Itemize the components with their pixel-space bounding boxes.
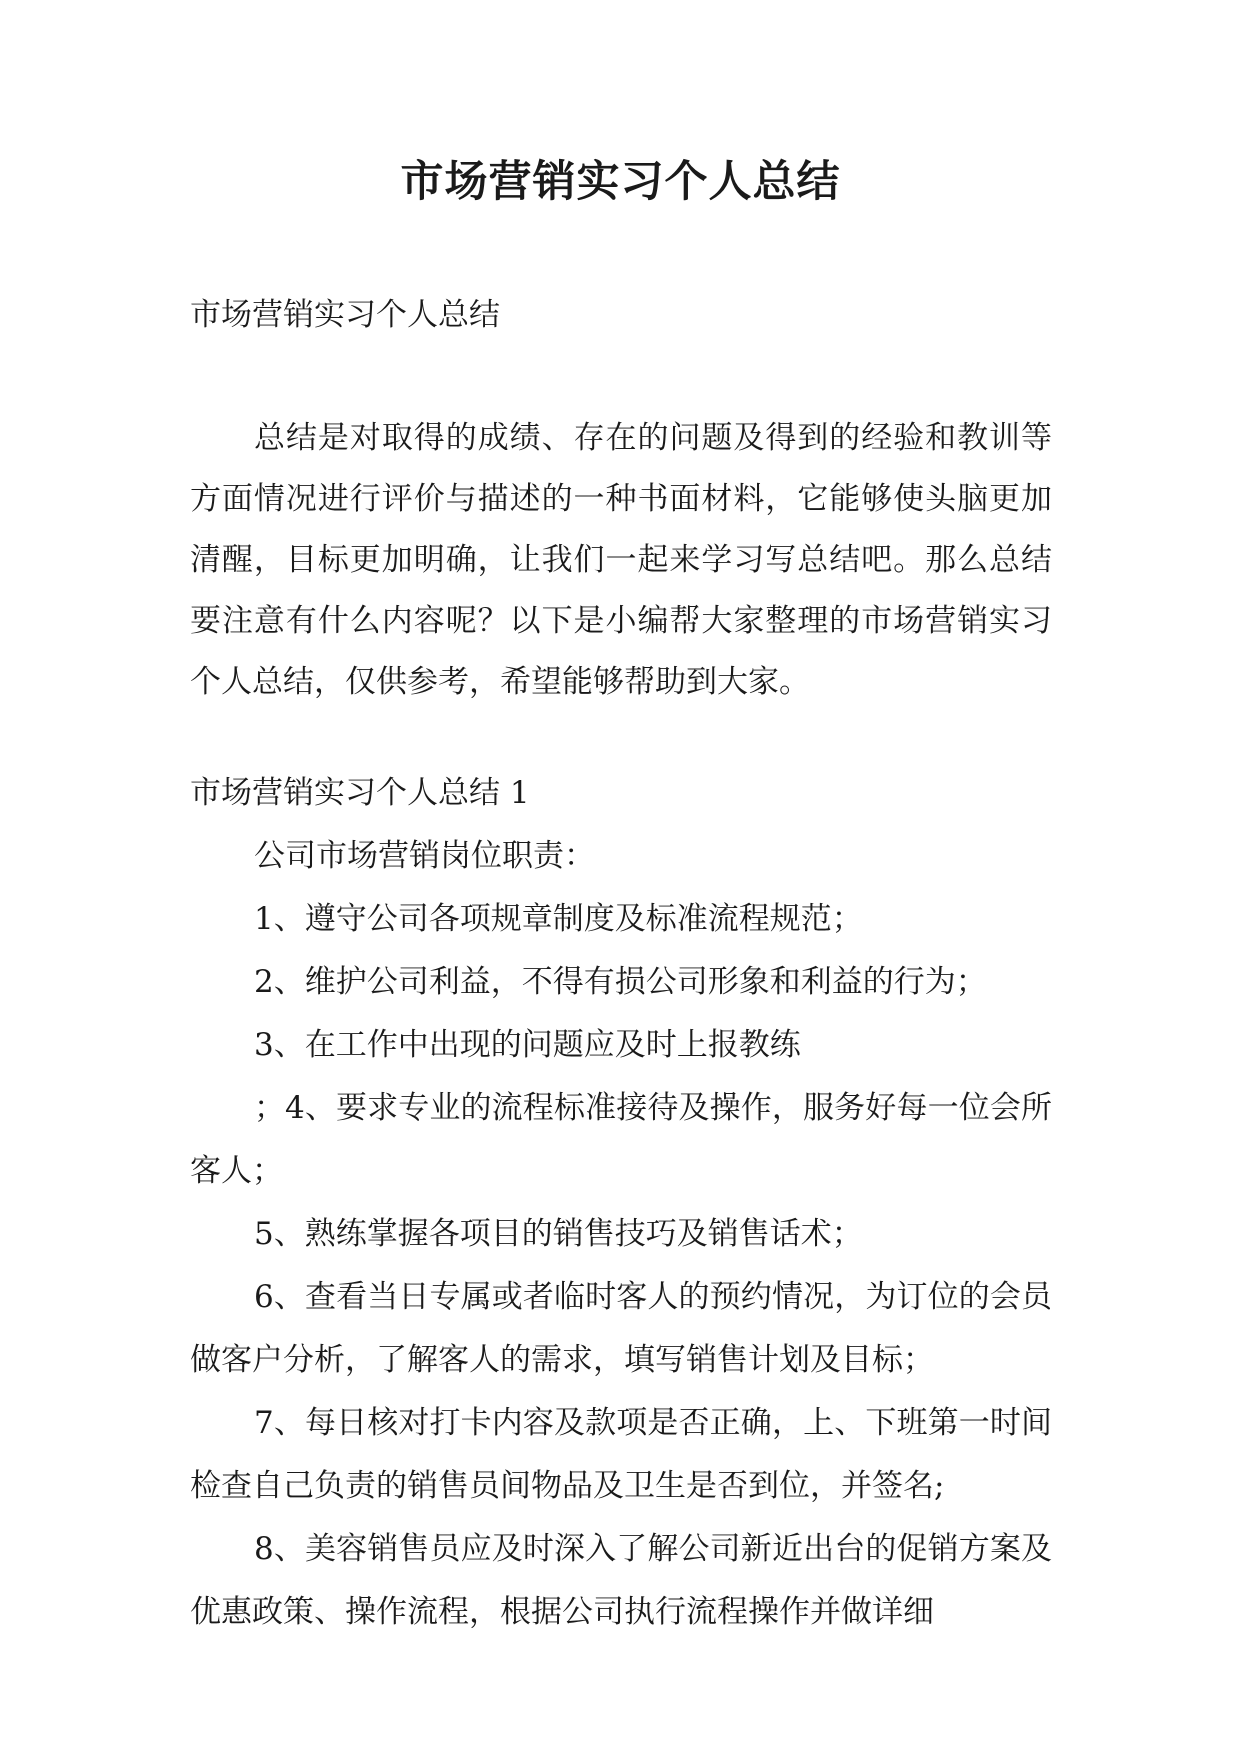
list-item: 1、遵守公司各项规章制度及标准流程规范； [254,901,863,937]
list-item: 7、每日核对打卡内容及款项是否正确，上、下班第一时间检查自己负责的销售员间物品及卫生是否到位，并签名; [190,1405,1052,1504]
section-heading: 市场营销实习个人总结 1 [190,775,530,811]
duties-heading: 公司市场营销岗位职责： [254,838,595,874]
intro-paragraph: 总结是对取得的成绩、存在的问题及得到的经验和教训等方面情况进行评价与描述的一种书面材料，它能够使头脑更加清醒，目标更加明确，让我们一起来学习写总结吧。那么总结要注意有什么内容呢？以下是小编帮大家整理的市场营销实习个人总结，仅供参考，希望能够帮助到大家。 [190,420,1052,700]
list-item: 2、维护公司利益，不得有损公司形象和利益的行为； [254,964,987,1000]
list-item: 6、查看当日专属或者临时客人的预约情况，为订位的会员做客户分析，了解客人的需求，填写销售计划及目标； [190,1279,1052,1378]
document-title: 市场营销实习个人总结 [400,157,841,207]
list-item: 3、在工作中出现的问题应及时上报教练 [254,1027,801,1063]
document-subtitle: 市场营销实习个人总结 [190,297,500,333]
list-item: ；4、要求专业的流程标准接待及操作，服务好每一位会所客人； [190,1090,1052,1189]
list-item: 8、美容销售员应及时深入了解公司新近出台的促销方案及优惠政策、操作流程，根据公司执行流程操作并做详细 [190,1531,1052,1630]
section-1 [190,762,1052,1644]
list-item: 5、熟练掌握各项目的销售技巧及销售话术； [254,1216,863,1252]
